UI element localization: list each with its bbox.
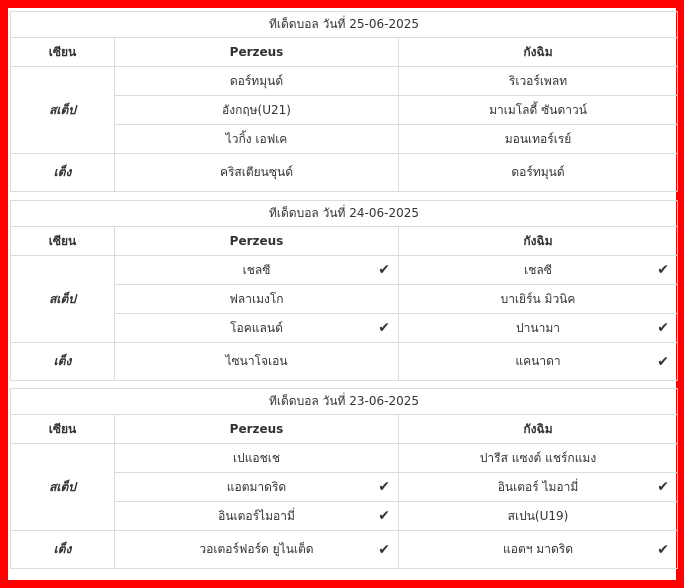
pick-text: โอคแลนด์ bbox=[230, 320, 283, 335]
check-icon: ✔ bbox=[378, 262, 390, 278]
pick-cell: สเปน(U19) bbox=[399, 502, 678, 531]
pick-cell: มอนเทอร์เรย์ bbox=[399, 125, 678, 154]
check-icon: ✔ bbox=[378, 320, 390, 336]
category-label: เต็ง bbox=[11, 343, 115, 381]
tipster-header-perzeus: Perzeus bbox=[115, 415, 399, 444]
tipster-header-perzeus: Perzeus bbox=[115, 38, 399, 67]
pick-cell: ริเวอร์เพลท bbox=[399, 67, 678, 96]
check-icon: ✔ bbox=[657, 353, 670, 370]
table-title: ทีเด็ดบอล วันที่ 25-06-2025 bbox=[11, 12, 678, 38]
pick-text: ปานามา bbox=[516, 320, 560, 335]
pick-cell bbox=[115, 531, 399, 569]
tipster-header-perzeus: Perzeus bbox=[115, 227, 399, 256]
pick-cell: คริสเตียนซุนด์ bbox=[115, 154, 399, 192]
pick-cell: ปารีส แซงต์ แชร์กแมง bbox=[399, 444, 678, 473]
picks-panel bbox=[8, 8, 676, 580]
category-label: สเต็ป bbox=[11, 67, 115, 154]
pick-text: แอตมาดริด bbox=[226, 479, 287, 494]
pick-cell: ไซนาโจเอน bbox=[115, 343, 399, 381]
picks-table-day-3 bbox=[10, 388, 678, 569]
category-header: เซียน bbox=[11, 227, 115, 256]
pick-cell bbox=[399, 314, 678, 343]
pick-cell: เปแอชเช bbox=[115, 444, 399, 473]
pick-cell: อังกฤษ(U21) bbox=[115, 96, 399, 125]
check-icon: ✔ bbox=[657, 479, 670, 495]
category-label: เต็ง bbox=[11, 154, 115, 192]
pick-cell bbox=[115, 473, 399, 502]
pick-cell: มาเมโลดี้ ซันดาวน์ bbox=[399, 96, 678, 125]
picks-table-day-1 bbox=[10, 11, 678, 192]
category-header: เซียน bbox=[11, 415, 115, 444]
pick-text: แอตฯ มาดริด bbox=[503, 542, 573, 556]
pick-text: อินเตอร์ไมอามี่ bbox=[218, 508, 295, 523]
pick-cell: ดอร์ทมุนด์ bbox=[115, 67, 399, 96]
check-icon: ✔ bbox=[378, 508, 390, 524]
pick-cell bbox=[115, 314, 399, 343]
category-label: สเต็ป bbox=[11, 444, 115, 531]
tipster-header-kangchim: กังฉิม bbox=[399, 38, 678, 67]
table-title: ทีเด็ดบอล วันที่ 23-06-2025 bbox=[11, 389, 678, 415]
check-icon: ✔ bbox=[378, 479, 390, 495]
tipster-header-kangchim: กังฉิม bbox=[399, 415, 678, 444]
pick-text: เชลซี bbox=[524, 262, 552, 277]
check-icon: ✔ bbox=[657, 541, 670, 558]
pick-cell: ดอร์ทมุนด์ bbox=[399, 154, 678, 192]
pick-cell bbox=[399, 343, 678, 381]
check-icon: ✔ bbox=[657, 320, 670, 336]
category-label: สเต็ป bbox=[11, 256, 115, 343]
pick-cell: ฟลาเมงโก bbox=[115, 285, 399, 314]
pick-text: วอเตอร์ฟอร์ด ยูไนเต็ด bbox=[199, 542, 314, 556]
pick-text: แคนาดา bbox=[515, 354, 561, 368]
tipster-header-kangchim: กังฉิม bbox=[399, 227, 678, 256]
category-label: เต็ง bbox=[11, 531, 115, 569]
pick-cell bbox=[115, 502, 399, 531]
category-header: เซียน bbox=[11, 38, 115, 67]
check-icon: ✔ bbox=[657, 262, 670, 278]
pick-cell bbox=[399, 473, 678, 502]
pick-text: เชลซี bbox=[242, 262, 271, 277]
pick-text: อินเตอร์ ไมอามี่ bbox=[497, 479, 579, 494]
picks-table-day-2 bbox=[10, 200, 678, 381]
pick-cell bbox=[399, 256, 678, 285]
pick-cell bbox=[399, 531, 678, 569]
pick-cell bbox=[115, 256, 399, 285]
check-icon: ✔ bbox=[378, 541, 390, 558]
pick-cell: บาเยิร์น มิวนิค bbox=[399, 285, 678, 314]
table-title: ทีเด็ดบอล วันที่ 24-06-2025 bbox=[11, 201, 678, 227]
pick-cell: ไวกิ้ง เอฟเค bbox=[115, 125, 399, 154]
